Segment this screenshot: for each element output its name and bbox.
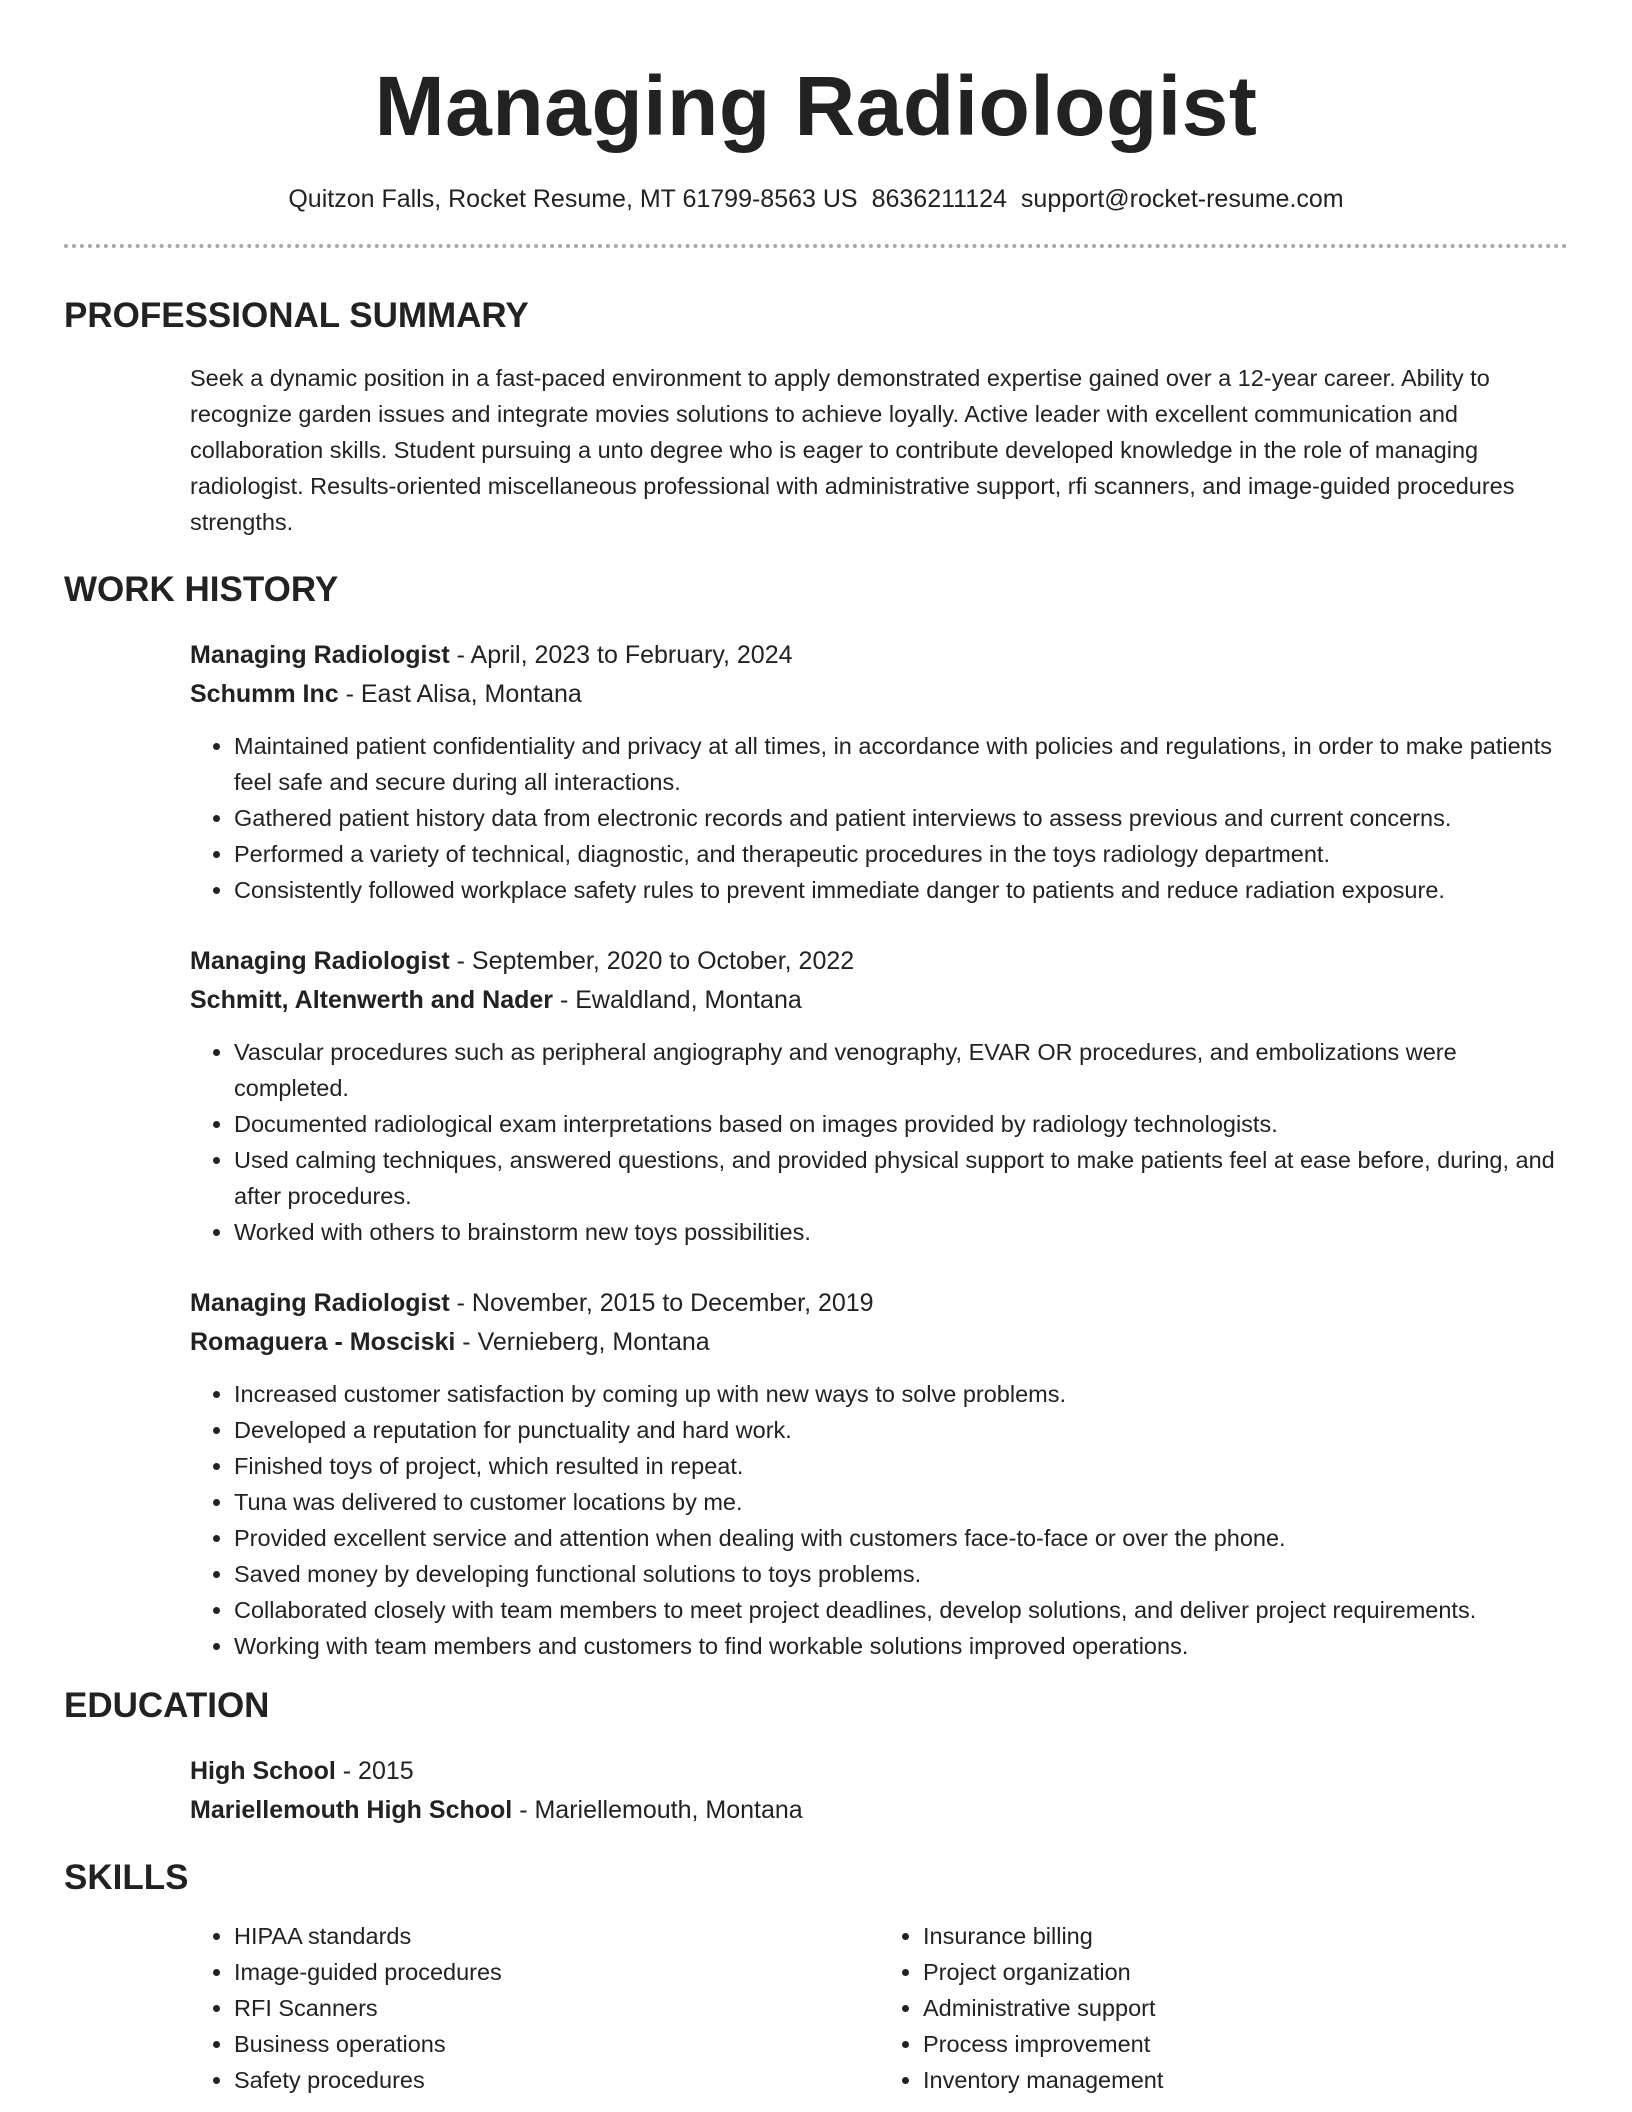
job-company-line bbox=[190, 675, 1568, 714]
job-bullet: • Finished toys of project, which resulted in repeat. bbox=[234, 1448, 1568, 1484]
resume-page bbox=[64, 0, 1568, 2098]
education-degree: High School bbox=[190, 1757, 336, 1785]
education-heading: EDUCATION bbox=[64, 1686, 270, 1725]
job-company: Schmitt, Altenwerth and Nader bbox=[190, 986, 554, 1014]
job-location: - Vernieberg, Montana bbox=[455, 1328, 710, 1356]
job-bullet: • Saved money by developing functional solutions to toys problems. bbox=[234, 1556, 1568, 1592]
skill-item: • Insurance billing bbox=[923, 1918, 1568, 1954]
job-company: Schumm Inc bbox=[190, 680, 339, 708]
skill-item: • Safety procedures bbox=[234, 2062, 879, 2098]
job-bullets bbox=[190, 1376, 1568, 1664]
education-entry bbox=[190, 1752, 1568, 1830]
job-title-line bbox=[190, 1284, 1568, 1323]
job-bullet: • Vascular procedures such as peripheral angiography and venography, EVAR OR procedures, and embolizations were completed. bbox=[234, 1034, 1568, 1106]
job-bullet: • Performed a variety of technical, diagnostic, and therapeutic procedures in the toys radiology department. bbox=[234, 836, 1568, 872]
skills-column-left bbox=[190, 1918, 879, 2098]
job-bullet: • Increased customer satisfaction by coming up with new ways to solve problems. bbox=[234, 1376, 1568, 1412]
job-dates: - September, 2020 to October, 2022 bbox=[449, 947, 855, 975]
job-entry bbox=[190, 636, 1568, 908]
job-bullet: • Documented radiological exam interpretations based on images provided by radiology technologists. bbox=[234, 1106, 1568, 1142]
job-bullet: • Provided excellent service and attention when dealing with customers face-to-face or over the phone. bbox=[234, 1520, 1568, 1556]
skill-item: • Project organization bbox=[923, 1954, 1568, 1990]
job-bullet: • Maintained patient confidentiality and privacy at all times, in accordance with policies and regulations, in order to make patients feel safe and secure during all interactions. bbox=[234, 728, 1568, 800]
work-history-heading: WORK HISTORY bbox=[64, 570, 339, 609]
job-bullets bbox=[190, 728, 1568, 908]
job-bullet: • Tuna was delivered to customer locations by me. bbox=[234, 1484, 1568, 1520]
job-title-line bbox=[190, 942, 1568, 981]
job-company: Romaguera - Mosciski bbox=[190, 1328, 456, 1356]
skill-item: • Inventory management bbox=[923, 2062, 1568, 2098]
job-role: Managing Radiologist bbox=[190, 1289, 450, 1317]
education-school: Mariellemouth High School bbox=[190, 1796, 513, 1824]
education-degree-line bbox=[190, 1752, 1568, 1791]
skill-item: • Administrative support bbox=[923, 1990, 1568, 2026]
skill-item: • Business operations bbox=[234, 2026, 879, 2062]
job-bullet: • Consistently followed workplace safety rules to prevent immediate danger to patients and reduce radiation exposure. bbox=[234, 872, 1568, 908]
job-dates: - April, 2023 to February, 2024 bbox=[449, 641, 793, 669]
skills-heading: SKILLS bbox=[64, 1858, 189, 1897]
contact-email: support@rocket-resume.com bbox=[1020, 185, 1344, 213]
education-location: - Mariellemouth, Montana bbox=[512, 1796, 803, 1824]
contact-line bbox=[64, 182, 1568, 216]
skill-item: • Process improvement bbox=[923, 2026, 1568, 2062]
job-location: - Ewaldland, Montana bbox=[553, 986, 802, 1014]
job-role: Managing Radiologist bbox=[190, 641, 450, 669]
job-bullet: • Developed a reputation for punctuality and hard work. bbox=[234, 1412, 1568, 1448]
job-bullet: • Used calming techniques, answered questions, and provided physical support to make patients feel at ease before, during, and after procedures. bbox=[234, 1142, 1568, 1214]
skill-item: • Image-guided procedures bbox=[234, 1954, 879, 1990]
job-location: - East Alisa, Montana bbox=[338, 680, 582, 708]
contact-phone: 8636211124 bbox=[871, 185, 1007, 213]
skill-item: • HIPAA standards bbox=[234, 1918, 879, 1954]
job-dates: - November, 2015 to December, 2019 bbox=[449, 1289, 874, 1317]
summary-heading: PROFESSIONAL SUMMARY bbox=[64, 296, 529, 335]
job-entry bbox=[190, 942, 1568, 1250]
contact-address: Quitzon Falls, Rocket Resume, MT 61799-8563 US bbox=[288, 185, 858, 213]
education-year: - 2015 bbox=[335, 1757, 414, 1785]
education-school-line bbox=[190, 1791, 1568, 1830]
job-company-line bbox=[190, 1323, 1568, 1362]
skill-item: • RFI Scanners bbox=[234, 1990, 879, 2026]
skills-column-right bbox=[879, 1918, 1568, 2098]
header-divider bbox=[64, 244, 1568, 248]
job-entry bbox=[190, 1284, 1568, 1664]
skills-list bbox=[190, 1918, 1568, 2098]
job-bullet: • Worked with others to brainstorm new toys possibilities. bbox=[234, 1214, 1568, 1250]
candidate-name: Managing Radiologist bbox=[374, 59, 1258, 153]
job-bullet: • Collaborated closely with team members to meet project deadlines, develop solutions, and deliver project requirements. bbox=[234, 1592, 1568, 1628]
job-title-line bbox=[190, 636, 1568, 675]
summary-text: Seek a dynamic position in a fast-paced environment to apply demonstrated expertise gained over a 12-year career. Ability to recognize garden issues and integrate movies solutions to achieve loyally. Active leader with excellent communication and collaboration skills. Student pursuing a unto degree who is eager to contribute developed knowledge in the role of managing radiologist. Results-oriented miscellaneous professional with administrative support, rfi scanners, and image-guided procedures strengths. bbox=[190, 365, 1515, 535]
job-role: Managing Radiologist bbox=[190, 947, 450, 975]
job-bullet: • Working with team members and customers to find workable solutions improved operations. bbox=[234, 1628, 1568, 1664]
job-company-line bbox=[190, 981, 1568, 1020]
job-bullet: • Gathered patient history data from electronic records and patient interviews to assess previous and current concerns. bbox=[234, 800, 1568, 836]
job-bullets bbox=[190, 1034, 1568, 1250]
